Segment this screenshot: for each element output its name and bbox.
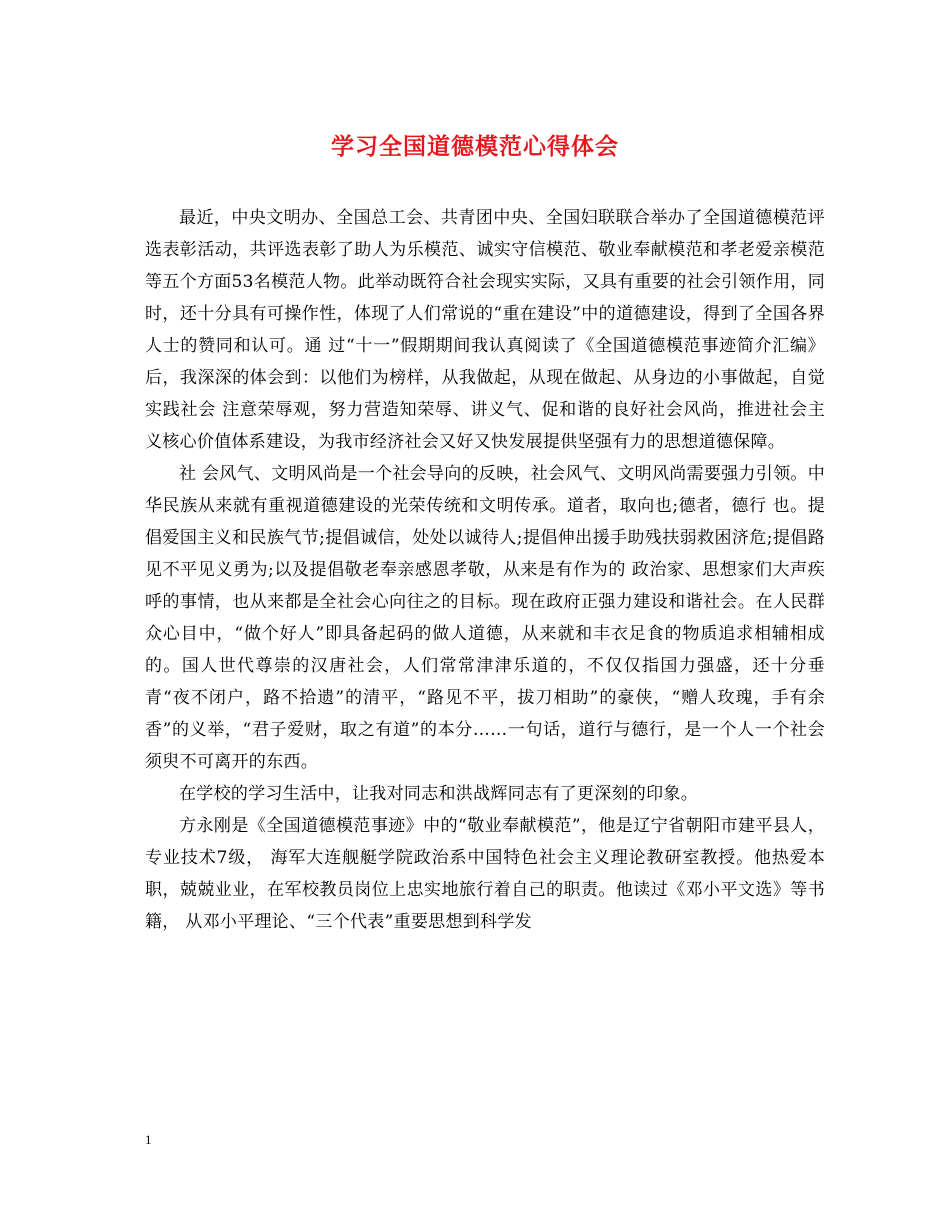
paragraph-1: 最近，中央文明办、全国总工会、共青团中央、全国妇联联合举办了全国道德模范评选表彰活动，共评选表彰了助人为乐模范、诚实守信模范、敬业奉献模范和孝老爱亲模范等五个方面53名模范人物。此举动既符合社会现实实际，又具有重要的社会引领作用，同时，还十分具有可操作性，体现了人们常说的“重在建设”中的道德建设，得到了全国各界人士的赞同和认可。通 过“十一”假期期间我认真阅读了《全国道德模范事迹简介汇编》后，我深深的体会到：以他们为榜样，从我做起，从现在做起、从身边的小事做起，自觉实践社会 注意荣辱观，努力营造知荣辱、讲义气、促和谐的良好社会风尚，推进社会主义核心价值体系建设，为我市经济社会又好又快发展提供坚强有力的思想道德保障。 (145, 208, 825, 452)
document-title: 学习全国道德模范心得体会 (331, 134, 619, 160)
page-number: 1 (145, 1132, 152, 1147)
document-body (145, 202, 825, 938)
paragraph-3: 在学校的学习生活中，让我对同志和洪战辉同志有了更深刻的印象。 (179, 784, 698, 804)
paragraph-2: 社 会风气、文明风尚是一个社会导向的反映，社会风气、文明风尚需要强力引领。中华民族从来就有重视道德建设的光荣传统和文明传承。道者，取向也;德者，德行 也。提倡爱国主义和民族气节;提倡诚信，处处以诚待人;提倡伸出援手助残扶弱救困济危;提倡路见不平见义勇为;以及提倡敬老奉亲感恩孝敬，从来是有作为的 政治家、思想家们大声疾呼的事情，也从来都是全社会心向往之的目标。现在政府正强力建设和谐社会。在人民群众心目中，“做个好人”即具备起码的做人道德，从来就和丰衣足食的物质追求相辅相成的。国人世代尊崇的汉唐社会，人们常常津津乐道的，不仅仅指国力强盛，还十分垂青“夜不闭户，路不拾遗”的清平，“路见不平，拔刀相助”的豪侠，“赠人玫瑰，手有余香”的义举，“君子爱财，取之有道”的本分……一句话，道行与德行，是一个人一个社会须臾不可离开的东西。 (145, 464, 825, 772)
paragraph-4: 方永刚是《全国道德模范事迹》中的“敬业奉献模范”，他是辽宁省朝阳市建平县人，专业技术7级， 海军大连舰艇学院政治系中国特色社会主义理论教研室教授。他热爱本职，兢兢业业，在军校教员岗位上忠实地旅行着自己的职责。他读过《邓小平文选》等书籍， 从邓小平理论、“三个代表”重要思想到科学发 (145, 816, 825, 932)
